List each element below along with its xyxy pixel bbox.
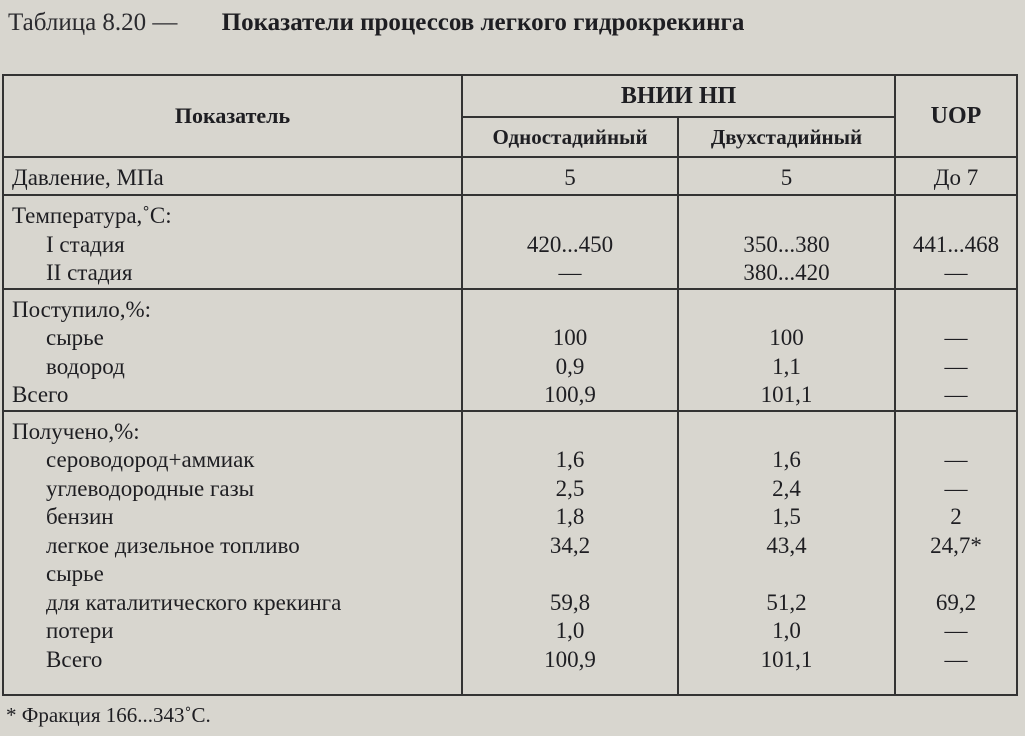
value-uop: До 7 [933,165,979,190]
table-section [3,411,1017,695]
row-label: сырье [46,325,104,350]
section-column-single [462,289,678,411]
header-single: Одностадийный [462,117,678,157]
row-label: Давление, МПа [12,165,164,190]
value-single [463,418,677,447]
value-single: 34,2 [549,532,591,558]
section-column-uop [895,411,1017,695]
value-uop: 69,2 [935,589,977,615]
value-single: 0,9 [555,353,585,379]
section-column-uop [895,289,1017,411]
row-label: Получено,%: [12,418,140,444]
section-column-double [678,411,895,695]
row-label: I стадия [46,231,125,257]
value-uop [896,202,1016,231]
value-double [679,418,894,447]
table-section [3,289,1017,411]
row-label: для каталитического крекинга [46,589,342,615]
value-single: 420...450 [526,231,614,257]
table-title: Показатели процессов легкого гидрокрекинга [221,9,745,36]
data-table [2,74,1018,696]
section-column-double [678,289,895,411]
value-double: 5 [780,165,793,190]
footnote: * Фракция 166...343˚С. [6,703,211,727]
value-double: 101,1 [760,382,813,407]
row-label: II стадия [46,260,133,285]
row-label: Всего [12,382,69,407]
value-single: 2,5 [555,475,585,501]
header-double: Двухстадийный [678,117,895,157]
value-double: 43,4 [766,532,807,558]
value-uop: 24,7* [930,532,982,558]
value-double [679,560,894,589]
table-section [3,195,1017,289]
section-column-single [462,157,678,195]
section-column-uop [895,195,1017,289]
value-double: 380...420 [743,260,830,285]
row-label: Поступило,%: [12,296,152,322]
value-uop: — [944,618,968,643]
value-double: 1,1 [772,353,801,379]
section-column-single [462,195,678,289]
header-group: ВНИИ НП [462,75,895,117]
row-label: углеводородные газы [46,475,255,501]
section-column-label [3,411,462,695]
row-label: бензин [46,504,114,529]
header-row-1 [3,75,1017,117]
table-caption [8,6,1015,40]
table-body [3,157,1017,695]
header-uop: UOP [895,75,1017,157]
value-double: 100 [769,325,804,350]
value-uop: 2 [950,504,962,529]
value-uop: — [944,260,968,285]
row-label: сероводород+аммиак [46,447,255,472]
value-uop [896,418,1016,447]
value-single: 1,0 [555,618,585,643]
value-single [463,296,677,325]
section-column-double [678,195,895,289]
value-uop: — [944,475,968,501]
table-section [3,157,1017,195]
value-uop: 441...468 [912,231,1000,257]
value-double: 101,1 [760,646,813,672]
section-column-label [3,195,462,289]
value-single: 100 [552,325,588,350]
row-label: Температура,˚С: [12,203,172,228]
value-double: 1,6 [772,447,801,472]
value-double: 1,0 [772,618,801,643]
section-column-single [462,411,678,695]
row-label: легкое дизельное топливо [46,532,300,558]
row-label: Всего [46,646,103,672]
section-column-label [3,157,462,195]
value-single [463,560,677,589]
value-uop: — [944,325,968,350]
value-single: 5 [564,165,576,190]
value-single: 1,8 [555,504,585,529]
value-double: 2,4 [772,475,801,501]
value-single: 100,9 [544,646,596,672]
section-column-uop [895,157,1017,195]
row-label: сырье [46,561,104,586]
value-uop: — [944,382,968,407]
section-column-label [3,289,462,411]
value-uop: — [944,447,968,472]
value-uop: — [944,646,968,672]
value-uop [896,296,1016,325]
value-single: 1,6 [555,447,585,472]
value-double [679,296,894,325]
value-double: 350...380 [743,231,830,257]
value-single: 100,9 [544,382,596,407]
value-uop [896,560,1016,589]
value-double: 1,5 [772,504,801,529]
section-column-double [678,157,895,195]
value-double [679,202,894,231]
table-number: Таблица 8.20 — [8,9,178,36]
row-label: водород [46,353,125,379]
value-single [463,202,677,231]
value-double: 51,2 [766,589,807,615]
row-label: потери [46,618,114,643]
value-single: 59,8 [549,589,591,615]
value-single: — [558,260,582,285]
value-uop: — [944,353,968,379]
header-param: Показатель [3,75,462,157]
